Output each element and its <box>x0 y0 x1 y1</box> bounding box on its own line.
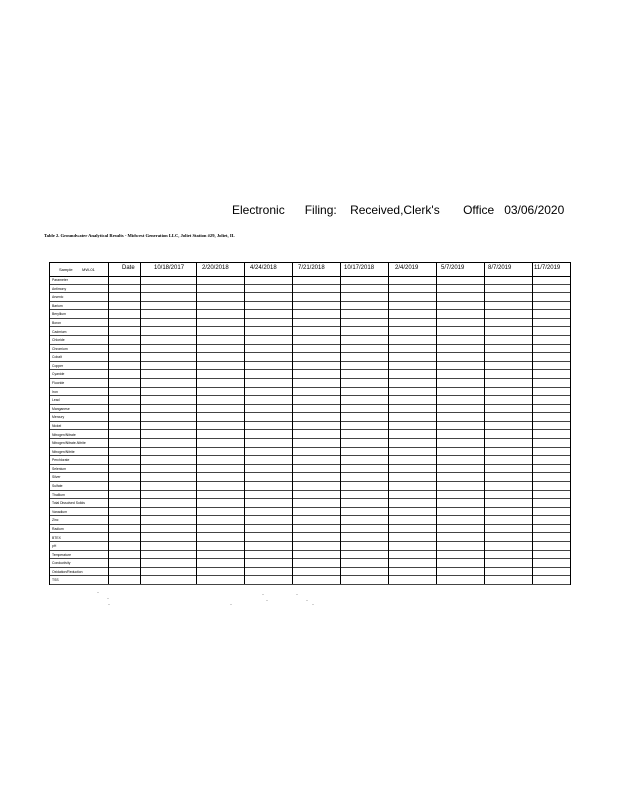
date-col-5: 10/17/2018 <box>344 265 375 271</box>
scan-mark: · <box>312 602 314 608</box>
stamp-date: 03/06/2020 <box>504 203 565 217</box>
sample-header: Sample <box>59 267 73 272</box>
date-col-3: 4/24/2018 <box>250 265 277 271</box>
row-parameter-label: Boron <box>52 320 62 325</box>
row-parameter-label: Cobalt <box>52 355 62 360</box>
table-row <box>50 345 570 354</box>
stamp-word-electronic: Electronic <box>232 203 285 217</box>
column-divider <box>484 263 485 584</box>
row-parameter-label: Chloride <box>52 338 65 343</box>
table-row <box>50 362 570 371</box>
row-parameter-label: Copper <box>52 363 64 368</box>
table-caption: Table 2. Groundwater Analytical Results - Midwest Generation LLC, Joliet Station #29, Joliet, IL <box>44 233 235 238</box>
table-row <box>50 568 570 577</box>
table-row <box>50 336 570 345</box>
row-parameter-label: Perchlorate <box>52 458 70 463</box>
scan-mark: · <box>107 596 109 602</box>
date-col-2: 2/20/2018 <box>202 265 229 271</box>
column-divider <box>436 263 437 584</box>
table-row <box>50 534 570 543</box>
groundwater-results-table <box>49 262 571 585</box>
table-row <box>50 276 570 285</box>
table-row <box>50 456 570 465</box>
row-parameter-label: Radium <box>52 526 64 531</box>
table-row <box>50 293 570 302</box>
table-row <box>50 576 570 585</box>
scan-mark: · <box>296 592 298 598</box>
table-row <box>50 525 570 534</box>
row-parameter-label: Thallium <box>52 492 65 497</box>
table-row <box>50 473 570 482</box>
table-row <box>50 542 570 551</box>
table-row <box>50 482 570 491</box>
row-parameter-label: pH <box>52 544 57 549</box>
row-parameter-label: Beryllium <box>52 312 66 317</box>
table-row <box>50 388 570 397</box>
table-row <box>50 422 570 431</box>
scan-artifact-marks <box>0 590 618 612</box>
table-row <box>50 379 570 388</box>
row-parameter-label: TSS <box>52 578 59 583</box>
row-parameter-label: Iron <box>52 389 58 394</box>
table-row <box>50 370 570 379</box>
row-parameter-label: Vanadium <box>52 509 68 514</box>
table-header-row <box>50 263 570 277</box>
electronic-filing-stamp <box>232 203 564 217</box>
row-parameter-label: Nitrogen/Nitrate <box>52 432 76 437</box>
row-parameter-label: Antimony <box>52 286 67 291</box>
row-parameter-label: Zinc <box>52 518 59 523</box>
row-parameter-label: Fluoride <box>52 381 65 385</box>
table-row <box>50 559 570 568</box>
table-row <box>50 465 570 474</box>
column-divider <box>196 263 197 584</box>
stamp-word-received-clerks: Received,Clerk's <box>350 203 440 217</box>
row-parameter-label: Nitrogen/Nitrate-Nitrite <box>52 441 86 446</box>
row-parameter-label: Selenium <box>52 466 67 471</box>
table-row <box>50 413 570 422</box>
column-divider <box>532 263 533 584</box>
table-row <box>50 405 570 414</box>
scan-mark: · <box>306 598 308 604</box>
table-row <box>50 516 570 525</box>
scan-mark: · <box>97 590 99 596</box>
well-id-header: MW-01 <box>82 267 95 272</box>
row-parameter-label: Total Dissolved Solids <box>52 501 85 506</box>
column-divider <box>388 263 389 584</box>
row-parameter-label: Temperature <box>52 552 72 557</box>
stamp-word-office: Office <box>463 203 495 217</box>
table-row <box>50 431 570 440</box>
row-parameter-label: Silver <box>52 475 61 480</box>
row-parameter-label: Mercury <box>52 415 65 420</box>
column-divider <box>108 263 109 584</box>
date-col-1: 10/18/2017 <box>154 265 185 271</box>
column-divider <box>340 263 341 584</box>
row-parameter-label: Barium <box>52 303 63 308</box>
table-row <box>50 319 570 328</box>
row-parameter-label: Chromium <box>52 346 68 351</box>
table-row <box>50 353 570 362</box>
table-row <box>50 499 570 508</box>
scan-mark: · <box>262 592 264 598</box>
row-parameter-label: BTEX <box>52 535 61 540</box>
table-row <box>50 396 570 405</box>
scan-mark: · <box>266 598 268 604</box>
column-divider <box>292 263 293 584</box>
table-row <box>50 491 570 500</box>
table-row <box>50 551 570 560</box>
column-divider <box>140 263 141 584</box>
date-col-7: 5/7/2019 <box>441 265 465 271</box>
column-divider <box>244 263 245 584</box>
date-header: Date <box>122 265 135 271</box>
row-parameter-label: Nitrogen/Nitrite <box>52 449 75 454</box>
row-parameter-label: Nickel <box>52 423 62 428</box>
row-parameter-label: Cyanide <box>52 372 65 377</box>
table-row <box>50 508 570 517</box>
row-parameter-label: Conductivity <box>52 561 71 566</box>
date-col-9: 11/7/2019 <box>534 265 561 271</box>
date-col-8: 8/7/2019 <box>488 265 512 271</box>
scan-mark: · <box>230 602 232 608</box>
row-parameter-label: Cadmium <box>52 329 67 334</box>
stamp-word-filing: Filing: <box>304 203 337 217</box>
scan-mark: · <box>108 602 110 608</box>
table-row <box>50 310 570 319</box>
date-col-6: 2/4/2019 <box>395 265 419 271</box>
row-parameter-label: Manganese <box>52 406 70 411</box>
date-col-4: 7/21/2018 <box>298 265 325 271</box>
row-parameter-label: Sulfate <box>52 484 63 488</box>
table-row <box>50 448 570 457</box>
table-row <box>50 328 570 337</box>
table-row <box>50 285 570 294</box>
row-parameter-label: Parameter <box>52 278 68 282</box>
row-parameter-label: Lead <box>52 398 60 403</box>
row-parameter-label: Arsenic <box>52 295 64 300</box>
table-row <box>50 302 570 311</box>
row-parameter-label: Oxidation/Reduction <box>52 569 83 574</box>
table-row <box>50 439 570 448</box>
